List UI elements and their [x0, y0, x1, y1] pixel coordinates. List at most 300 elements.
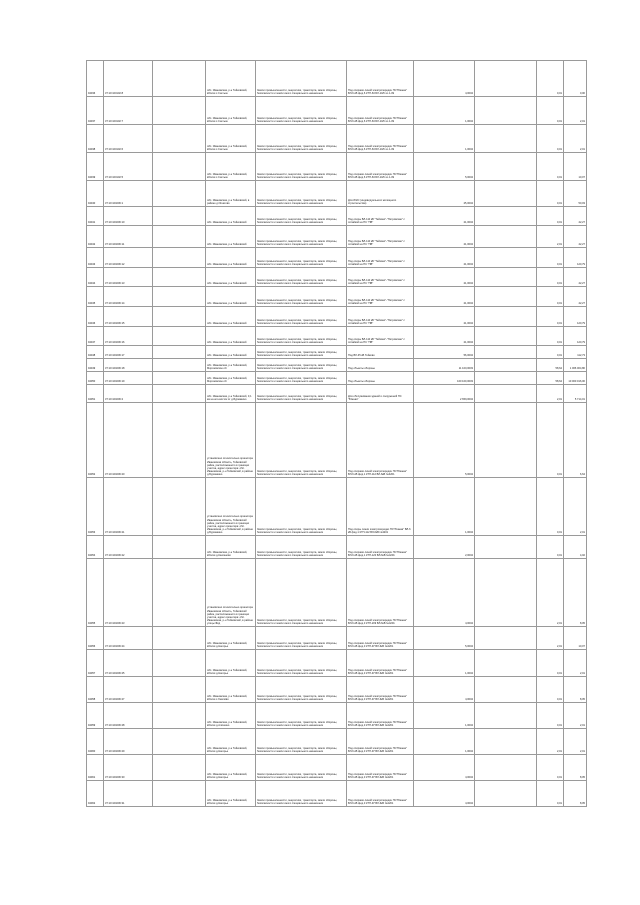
- cell-cadastral-value: [475, 755, 537, 781]
- table-row: [87, 181, 587, 207]
- cell-cadastral-value: [475, 536, 537, 559]
- cell-area: 1,0004: [414, 650, 475, 677]
- cell-permitted-use: Под опоры ВЛ-110 кВ "Тейково"-"Петровская" с отпайкой на ПС "ПВ": [347, 327, 414, 346]
- table-body: [87, 61, 587, 807]
- cell-tax-amount: 42,27: [564, 226, 587, 248]
- cell-empty: [153, 627, 206, 650]
- cell-address: обл. Ивановская, р-н Тейковский, вблизи с.Сахтыш: [206, 153, 256, 181]
- cell-cadastral-number: 37:10:100102:8: [104, 61, 153, 97]
- cell-cadastral-number: 37:10:100102:6: [104, 125, 153, 153]
- cell-permitted-use: Под опорами линий электропередач ПС"Южная" ВЛ-6 кВ фид.3 КТП-97 ВЛ-6кВ №4201: [347, 781, 414, 807]
- cell-permitted-use: Под опоры ВЛ-110 кВ "Тейково"-"Петровская" с отпайкой на ПС "ПВ": [347, 307, 414, 327]
- cell-rate: 0,01: [537, 248, 564, 268]
- cell-address: обл. Ивановская, р-н Тейковский, вблизи д.Нагорье: [206, 729, 256, 755]
- cell-tax-amount: 2,01: [564, 125, 587, 153]
- cell-cadastral-value: [475, 248, 537, 268]
- cell-address: обл. Ивановская, р-н Тейковский, вблизи д.Кексаново: [206, 536, 256, 559]
- cell-area: 11 100,0003: [414, 359, 475, 372]
- cell-row-id: 94045: [87, 287, 104, 307]
- cell-address: обл. Ивановская, р-н Тейковский: [206, 248, 256, 268]
- table-row: [87, 650, 587, 677]
- cell-cadastral-value: [475, 153, 537, 181]
- cell-cadastral-value: [475, 61, 537, 97]
- cell-area: 1,0004: [414, 478, 475, 536]
- cell-area: 5,0004: [414, 627, 475, 650]
- cell-permitted-use: Под опорами линий электропередач ПС"Южная" ВЛ-6 кВ фид.6 КТП-63 БЛ-10/6 яч.1-09: [347, 97, 414, 125]
- cell-rate: 0,01: [537, 478, 564, 536]
- cell-row-id: 94055: [87, 559, 104, 627]
- cell-cadastral-value: [475, 268, 537, 287]
- cell-rate: 0,01: [537, 125, 564, 153]
- cell-empty: [153, 478, 206, 536]
- table-row: [87, 729, 587, 755]
- cell-row-id: 94061: [87, 755, 104, 781]
- cell-row-id: 94046: [87, 307, 104, 327]
- table-row: [87, 61, 587, 97]
- cell-empty: [153, 385, 206, 403]
- cell-land-category: Земли промышленности, энергетики, транспорта, земли обороны, безопасности и земли иного специального назначения: [256, 650, 347, 677]
- cell-rate: 0,01: [537, 403, 564, 478]
- cell-rate: 0,01: [537, 153, 564, 181]
- cell-empty: [153, 650, 206, 677]
- cell-row-id: 94047: [87, 327, 104, 346]
- cell-permitted-use: Под опорами линий электропередач ПС"Южная" ВЛ-6 кВ фид.1 КТП-120 ВЛ-6кВ №4201: [347, 536, 414, 559]
- cell-empty: [153, 703, 206, 729]
- table-row: [87, 346, 587, 359]
- cell-rate: 58,64: [537, 372, 564, 385]
- table-row: [87, 385, 587, 403]
- cell-tax-amount: 10,07: [564, 153, 587, 181]
- cell-row-id: 94049: [87, 359, 104, 372]
- cell-area: 21,0004: [414, 327, 475, 346]
- table-row: [87, 403, 587, 478]
- table-row: [87, 287, 587, 307]
- cell-row-id: 94048: [87, 346, 104, 359]
- cell-cadastral-value: [475, 627, 537, 650]
- cell-land-category: Земли промышленности, энергетики, транспорта, земли обороны, безопасности и земли иного специального назначения: [256, 226, 347, 248]
- table-row: [87, 153, 587, 181]
- cell-rate: 0,01: [537, 268, 564, 287]
- cell-address: обл. Ивановская, р-н Тейковский, вблизи д.Нагорье: [206, 627, 256, 650]
- cell-permitted-use: Под опорами линий электропередач ПС"Южная" ВЛ-6 кВ фид.6 КТП-63 БЛ-10/6 яч.1-09: [347, 153, 414, 181]
- cell-cadastral-value: [475, 307, 537, 327]
- cell-tax-amount: 8,05: [564, 781, 587, 807]
- cell-cadastral-value: [475, 677, 537, 703]
- cell-land-category: Земли промышленности, энергетики, транспорта, земли обороны, безопасности и земли иного специального назначения: [256, 181, 347, 207]
- cell-area: 4,0004: [414, 781, 475, 807]
- cell-cadastral-number: 37:10:100206:25: [104, 650, 153, 677]
- cell-empty: [153, 781, 206, 807]
- cell-cadastral-value: [475, 650, 537, 677]
- cell-row-id: 94052: [87, 403, 104, 478]
- cell-permitted-use: Под опорами линий электропередач ПС"Южная" ВЛ-6 кВ фид.3 КТП-209 ВЛ-6кВ №4201: [347, 559, 414, 627]
- cell-area: 2,0004: [414, 536, 475, 559]
- cell-address: обл. Ивановская, р-н Тейковский: [206, 268, 256, 287]
- cell-address: обл. Ивановская, р-н Тейковский, вблизи д.Нагорье: [206, 755, 256, 781]
- table-row: [87, 372, 587, 385]
- cell-address: обл. Ивановская, р-н Тейковский: [206, 327, 256, 346]
- cell-cadastral-number: 37:10:100206:14: [104, 287, 153, 307]
- cell-tax-amount: 42,27: [564, 268, 587, 287]
- cell-cadastral-number: 37:10:100206:23: [104, 559, 153, 627]
- cell-row-id: 94043: [87, 248, 104, 268]
- cell-empty: [153, 125, 206, 153]
- cell-permitted-use: Под объекты обороны: [347, 359, 414, 372]
- cell-tax-amount: 6,64: [564, 403, 587, 478]
- cell-row-id: 94056: [87, 627, 104, 650]
- cell-empty: [153, 153, 206, 181]
- cell-tax-amount: 4,02: [564, 536, 587, 559]
- cell-permitted-use: Под опорами линий электропередач ПС"Южная" ВЛ-6 кВ фид.3 КТП-97 ВЛ-6кВ №4201: [347, 755, 414, 781]
- cell-row-id: 94051: [87, 385, 104, 403]
- table-row: [87, 677, 587, 703]
- cell-cadastral-number: 37:10:100206:31: [104, 781, 153, 807]
- cell-permitted-use: Под объекты обороны: [347, 372, 414, 385]
- cell-permitted-use: Под ВЛ-35 кВ Тейково: [347, 346, 414, 359]
- table-row: [87, 248, 587, 268]
- cell-address: обл. Ивановская, р-н Тейковский: [206, 346, 256, 359]
- cell-tax-amount: 42,27: [564, 287, 587, 307]
- cell-address: обл. Ивановская, р-н Тейковский: [206, 307, 256, 327]
- cell-rate: 0,01: [537, 703, 564, 729]
- table-row: [87, 307, 587, 327]
- cell-empty: [153, 559, 206, 627]
- cell-tax-amount: 2,01: [564, 478, 587, 536]
- cell-row-id: 94058: [87, 677, 104, 703]
- cell-row-id: 94053: [87, 478, 104, 536]
- cell-row-id: 94037: [87, 97, 104, 125]
- cell-area: 1,0004: [414, 703, 475, 729]
- cell-permitted-use: Под опоры ВЛ-110 кВ "Тейково"-"Петровская" с отпайкой на ПС "ПВ": [347, 226, 414, 248]
- cell-land-category: Земли промышленности, энергетики, транспорта, земли обороны, безопасности и земли иного специального назначения: [256, 153, 347, 181]
- cell-cadastral-number: 37:10:100206:12: [104, 248, 153, 268]
- cell-empty: [153, 729, 206, 755]
- cell-cadastral-value: [475, 125, 537, 153]
- cell-land-category: Земли промышленности, энергетики, транспорта, земли обороны, безопасности и земли иного специального назначения: [256, 703, 347, 729]
- cell-address: обл. Ивановская, р-н Тейковский, вблизи с.Сахтыш: [206, 97, 256, 125]
- cell-permitted-use: Под опоры ВЛ-110 кВ "Тейково"-"Петровская" с отпайкой на ПС "ПВ": [347, 268, 414, 287]
- cell-area: 4,0004: [414, 755, 475, 781]
- cell-cadastral-value: [475, 478, 537, 536]
- cell-cadastral-number: 37:10:100206:30: [104, 755, 153, 781]
- cell-permitted-use: Под опорами линий электропередач ПС"Южная" ВЛ-6 кВ фид.6 КТП-63 БЛ-10/6 яч.1-09: [347, 61, 414, 97]
- cell-empty: [153, 755, 206, 781]
- cell-land-category: Земли промышленности, энергетики, транспорта, земли обороны, безопасности и земли иного специального назначения: [256, 61, 347, 97]
- cell-land-category: Земли промышленности, энергетики, транспорта, земли обороны, безопасности и земли иного специального назначения: [256, 207, 347, 226]
- cell-cadastral-value: [475, 559, 537, 627]
- cell-permitted-use: Для обслуживания зданий и сооружений ПС "Южная": [347, 385, 414, 403]
- cell-cadastral-value: [475, 207, 537, 226]
- cell-permitted-use: Под опорами линий электропередач ПС"Южная" ВЛ-6 кВ фид.6 КТП-63 БЛ-10/6 яч.1-09: [347, 125, 414, 153]
- cell-permitted-use: Под опорами линий электропередач ПС"Южная" ВЛ-6 кВ фид.1 КТП-112 ВЛ-6кВ №4201: [347, 403, 414, 478]
- cell-address: обл. Ивановская, р-н Тейковский: [206, 287, 256, 307]
- cell-permitted-use: Под опоры ВЛ-110 кВ "Тейково"-"Петровская" с отпайкой на ПС "ПВ": [347, 248, 414, 268]
- cell-address: обл. Ивановская, р-н Тейковский, вблизи д.Алёшино: [206, 703, 256, 729]
- cell-rate: 2,01: [537, 385, 564, 403]
- cell-empty: [153, 181, 206, 207]
- cell-tax-amount: 112,73: [564, 346, 587, 359]
- cell-tax-amount: 120,79: [564, 248, 587, 268]
- cell-cadastral-number: 37:10:100102:5: [104, 153, 153, 181]
- cell-cadastral-number: 37:10:100206:17: [104, 346, 153, 359]
- cell-row-id: 94038: [87, 125, 104, 153]
- cell-empty: [153, 403, 206, 478]
- cell-empty: [153, 226, 206, 248]
- cell-permitted-use: Под опорами линий электропередач ПС"Южная" ВЛ-6 кВ фид.3 КТП-97 ВЛ-6кВ №4201: [347, 703, 414, 729]
- cell-area: 21,0004: [414, 268, 475, 287]
- cell-rate: 0,01: [537, 307, 564, 327]
- land-registry-document: [86, 60, 585, 807]
- cell-tax-amount: 8,05: [564, 677, 587, 703]
- cell-permitted-use: Под опорами линий электропередач ПС"Южная" ВЛ-6 кВ фид.3 КТП-97 ВЛ-6кВ №4201: [347, 650, 414, 677]
- cell-land-category: Земли промышленности, энергетики, транспорта, земли обороны, безопасности и земли иного специального назначения: [256, 359, 347, 372]
- cell-cadastral-number: 37:10:100206:2: [104, 385, 153, 403]
- cell-land-category: Земли промышленности, энергетики, транспорта, земли обороны, безопасности и земли иного специального назначения: [256, 677, 347, 703]
- cell-row-id: 94039: [87, 153, 104, 181]
- cell-rate: 0,01: [537, 207, 564, 226]
- cell-area: 1,0004: [414, 729, 475, 755]
- table-row: [87, 703, 587, 729]
- cell-rate: 2,01: [537, 729, 564, 755]
- cell-tax-amount: 120,79: [564, 327, 587, 346]
- table-row: [87, 207, 587, 226]
- cell-address: обл. Ивановская, р-н Тейковский: [206, 226, 256, 248]
- cell-land-category: Земли промышленности, энергетики, транспорта, земли обороны, безопасности и земли иного специального назначения: [256, 287, 347, 307]
- cell-address: обл. Ивановская, р-н Тейковский, в районе д.Игнатово: [206, 181, 256, 207]
- cell-land-category: Земли промышленности, энергетики, транспорта, земли обороны, безопасности и земли иного специального назначения: [256, 781, 347, 807]
- cell-area: 4,0004: [414, 559, 475, 627]
- cell-cadastral-number: 37:10:100206:11: [104, 226, 153, 248]
- cell-cadastral-number: 37:10:100206:24: [104, 627, 153, 650]
- cell-address: обл. Ивановская, р-н Тейковский, вблизи д.Нагорье: [206, 781, 256, 807]
- table-row: [87, 627, 587, 650]
- cell-row-id: 94050: [87, 372, 104, 385]
- cell-address: обл. Ивановская, р-н Тейковский, Морозовское с/п: [206, 372, 256, 385]
- cell-cadastral-value: [475, 226, 537, 248]
- cell-cadastral-value: [475, 346, 537, 359]
- cell-empty: [153, 536, 206, 559]
- cell-cadastral-value: [475, 359, 537, 372]
- cell-area: 56,0004: [414, 346, 475, 359]
- cell-permitted-use: Для ИЖС (индивидуального жилищного строительства): [347, 181, 414, 207]
- cell-tax-amount: 42,27: [564, 207, 587, 226]
- cell-row-id: 94040: [87, 181, 104, 207]
- cell-land-category: Земли промышленности, энергетики, транспорта, земли обороны, безопасности и земли иного специального назначения: [256, 125, 347, 153]
- cell-empty: [153, 97, 206, 125]
- cell-empty: [153, 207, 206, 226]
- table-row: [87, 755, 587, 781]
- table-row: [87, 536, 587, 559]
- table-row: [87, 226, 587, 248]
- cell-land-category: Земли промышленности, энергетики, транспорта, земли обороны, безопасности и земли иного специального назначения: [256, 268, 347, 287]
- cell-address: обл. Ивановская, р-н Тейковский, вблизи с.Хмелёво: [206, 677, 256, 703]
- cell-address: обл. Ивановская, р-н Тейковский, вблизи д.Нагорье: [206, 650, 256, 677]
- cell-address: установлено относительно ориентира Ивановская область, Тейковский район, расположенного в границах участка, адрес ориентира: обл. Ивановская, р-н Тейковский, в районе улицы Фёд: [206, 559, 256, 627]
- cell-area: 1,0004: [414, 125, 475, 153]
- cell-empty: [153, 372, 206, 385]
- cell-empty: [153, 61, 206, 97]
- table-row: [87, 268, 587, 287]
- cell-permitted-use: Под опорами линий электропередач ПС"Южная" ВЛ-6 кВ фид.3 КТП-97 ВЛ-6кВ №4201: [347, 729, 414, 755]
- cell-empty: [153, 327, 206, 346]
- cell-cadastral-value: [475, 287, 537, 307]
- cell-tax-amount: 120,79: [564, 307, 587, 327]
- cell-cadastral-number: 37:10:100102:7: [104, 97, 153, 125]
- cell-cadastral-number: 37:10:100206:10: [104, 207, 153, 226]
- cell-rate: 2,01: [537, 226, 564, 248]
- cell-cadastral-value: [475, 181, 537, 207]
- cell-row-id: 94062: [87, 781, 104, 807]
- cell-tax-amount: 5 714,01: [564, 385, 587, 403]
- cell-empty: [153, 287, 206, 307]
- cell-area: 21,0004: [414, 248, 475, 268]
- cell-address: обл. Ивановская, р-н Тейковский, вблизи с.Сахтыш: [206, 125, 256, 153]
- cell-tax-amount: 2,01: [564, 729, 587, 755]
- cell-address: обл. Ивановская, р-н Тейковский: [206, 207, 256, 226]
- cell-cadastral-number: 37:10:100206:19: [104, 372, 153, 385]
- cell-cadastral-number: 37:10:100206:22: [104, 536, 153, 559]
- cell-rate: 2,01: [537, 627, 564, 650]
- cell-empty: [153, 248, 206, 268]
- cell-land-category: Земли промышленности, энергетики, транспорта, земли обороны, безопасности и земли иного специального назначения: [256, 372, 347, 385]
- cell-cadastral-number: 37:10:100206:27: [104, 677, 153, 703]
- cell-rate: 0,01: [537, 61, 564, 97]
- table-row: [87, 478, 587, 536]
- cell-address: установлено относительно ориентира Ивановская область, Тейковский район, расположенного в границах участка, адрес ориентира: обл. Ивановская, р-н Тейковский, в районе д.Бурмакино: [206, 478, 256, 536]
- cell-cadastral-number: 37:10:100206:18: [104, 359, 153, 372]
- cell-permitted-use: Под опоры линии электропередач ПС"Южная" ВЛ-6 кВ фид.1 КТП-112 ВЛ-6кВ №4201: [347, 478, 414, 536]
- cell-area: 21,0004: [414, 207, 475, 226]
- cell-land-category: Земли промышленности, энергетики, транспорта, земли обороны, безопасности и земли иного специального назначения: [256, 559, 347, 627]
- cell-tax-amount: 0,00: [564, 61, 587, 97]
- cell-cadastral-value: [475, 403, 537, 478]
- cell-tax-amount: 50,03: [564, 181, 587, 207]
- cell-land-category: Земли промышленности, энергетики, транспорта, земли обороны, безопасности и земли иного специального назначения: [256, 403, 347, 478]
- table-row: [87, 559, 587, 627]
- cell-area: 2 659,0004: [414, 385, 475, 403]
- cell-area: 1,0004: [414, 97, 475, 125]
- cell-address: обл. Ивановская, р-н Тейковский, 0,1 км на юго-восток от д.Бурмакино: [206, 385, 256, 403]
- cell-land-category: Земли промышленности, энергетики, транспорта, земли обороны, безопасности и земли иного специального назначения: [256, 307, 347, 327]
- cell-rate: 58,64: [537, 359, 564, 372]
- cell-cadastral-value: [475, 781, 537, 807]
- cell-rate: 0,01: [537, 755, 564, 781]
- cell-area: 21,0004: [414, 226, 475, 248]
- cell-empty: [153, 677, 206, 703]
- table-row: [87, 327, 587, 346]
- cell-row-id: 94059: [87, 703, 104, 729]
- cell-area: 21,0004: [414, 287, 475, 307]
- cell-rate: 0,01: [537, 287, 564, 307]
- cell-row-id: 94042: [87, 226, 104, 248]
- cell-tax-amount: 2,01: [564, 650, 587, 677]
- cell-cadastral-number: 37:10:100206:15: [104, 307, 153, 327]
- cell-empty: [153, 359, 206, 372]
- table-row: [87, 781, 587, 807]
- cell-land-category: Земли промышленности, энергетики, транспорта, земли обороны, безопасности и земли иного специального назначения: [256, 248, 347, 268]
- cell-row-id: 94041: [87, 207, 104, 226]
- cell-area: 100 100,0003: [414, 372, 475, 385]
- cell-land-category: Земли промышленности, энергетики, транспорта, земли обороны, безопасности и земли иного специального назначения: [256, 536, 347, 559]
- cell-land-category: Земли промышленности, энергетики, транспорта, земли обороны, безопасности и земли иного специального назначения: [256, 327, 347, 346]
- cell-permitted-use: Под опоры ВЛ-110 кВ "Тейково"-"Петровская" с отпайкой на ПС "ПВ": [347, 207, 414, 226]
- cell-cadastral-number: 37:10:100206:1: [104, 181, 153, 207]
- cell-cadastral-value: [475, 327, 537, 346]
- cell-cadastral-value: [475, 372, 537, 385]
- cell-row-id: 94036: [87, 61, 104, 97]
- cell-tax-amount: 8,05: [564, 755, 587, 781]
- cell-rate: 0,01: [537, 181, 564, 207]
- cell-cadastral-number: 37:10:100206:20: [104, 403, 153, 478]
- cell-cadastral-number: 37:10:100206:28: [104, 703, 153, 729]
- cell-row-id: 94057: [87, 650, 104, 677]
- land-plot-table: [86, 60, 587, 807]
- cell-land-category: Земли промышленности, энергетики, транспорта, земли обороны, безопасности и земли иного специального назначения: [256, 627, 347, 650]
- cell-tax-amount: 8,05: [564, 559, 587, 627]
- cell-permitted-use: Под опоры ВЛ-110 кВ "Тейково"-"Петровская" с отпайкой на ПС "ПВ": [347, 287, 414, 307]
- cell-land-category: Земли промышленности, энергетики, транспорта, земли обороны, безопасности и земли иного специального назначения: [256, 729, 347, 755]
- cell-row-id: 94044: [87, 268, 104, 287]
- cell-land-category: Земли промышленности, энергетики, транспорта, земли обороны, безопасности и земли иного специального назначения: [256, 346, 347, 359]
- cell-permitted-use: Под опорами линий электропередач ПС"Южная" ВЛ-6 кВ фид.3 КТП-97 ВЛ-6кВ №4201: [347, 677, 414, 703]
- cell-rate: 0,01: [537, 650, 564, 677]
- cell-rate: 0,01: [537, 346, 564, 359]
- cell-area: 25,0004: [414, 181, 475, 207]
- cell-address: обл. Ивановская, р-н Тейковский, вблизи с.Сахтыш: [206, 61, 256, 97]
- cell-area: 5,0004: [414, 403, 475, 478]
- table-row: [87, 125, 587, 153]
- table-row: [87, 97, 587, 125]
- cell-permitted-use: Под опорами линий электропередач ПС"Южная" ВЛ-6 кВ фид.3 КТП-97 ВЛ-6кВ №4201: [347, 627, 414, 650]
- cell-tax-amount: 1 066 004,80: [564, 359, 587, 372]
- cell-rate: 0,01: [537, 327, 564, 346]
- cell-rate: 2,01: [537, 559, 564, 627]
- cell-cadastral-number: 37:10:100206:16: [104, 327, 153, 346]
- cell-land-category: Земли промышленности, энергетики, транспорта, земли обороны, безопасности и земли иного специального назначения: [256, 478, 347, 536]
- cell-land-category: Земли промышленности, энергетики, транспорта, земли обороны, безопасности и земли иного специального назначения: [256, 755, 347, 781]
- cell-cadastral-value: [475, 729, 537, 755]
- cell-cadastral-value: [475, 97, 537, 125]
- cell-land-category: Земли промышленности, энергетики, транспорта, земли обороны, безопасности и земли иного специального назначения: [256, 97, 347, 125]
- cell-tax-amount: 10,07: [564, 627, 587, 650]
- cell-empty: [153, 346, 206, 359]
- cell-cadastral-number: 37:10:100206:13: [104, 268, 153, 287]
- cell-tax-amount: 2,01: [564, 97, 587, 125]
- cell-rate: 0,01: [537, 781, 564, 807]
- cell-rate: 0,01: [537, 677, 564, 703]
- cell-cadastral-number: 37:10:100206:21: [104, 478, 153, 536]
- cell-area: 21,0004: [414, 307, 475, 327]
- cell-row-id: 94060: [87, 729, 104, 755]
- table-row: [87, 359, 587, 372]
- cell-land-category: Земли промышленности, энергетики, транспорта, земли обороны, безопасности и земли иного специального назначения: [256, 385, 347, 403]
- cell-area: 4,0004: [414, 61, 475, 97]
- cell-area: 4,0004: [414, 677, 475, 703]
- cell-empty: [153, 268, 206, 287]
- cell-address: обл. Ивановская, р-н Тейковский, Морозовское с/п: [206, 359, 256, 372]
- cell-address: установлено относительно ориентира Ивановская область, Тейковский район, расположенного в границах участка, адрес ориентира: обл. Ивановская, р-н Тейковский, в районе д.Бурмакино: [206, 403, 256, 478]
- cell-empty: [153, 307, 206, 327]
- cell-area: 5,0004: [414, 153, 475, 181]
- cell-cadastral-value: [475, 703, 537, 729]
- cell-row-id: 94054: [87, 536, 104, 559]
- cell-cadastral-number: 37:10:100206:29: [104, 729, 153, 755]
- cell-cadastral-value: [475, 385, 537, 403]
- cell-tax-amount: 2,01: [564, 703, 587, 729]
- cell-rate: 0,01: [537, 536, 564, 559]
- cell-rate: 0,01: [537, 97, 564, 125]
- cell-tax-amount: 10 000 016,00: [564, 372, 587, 385]
